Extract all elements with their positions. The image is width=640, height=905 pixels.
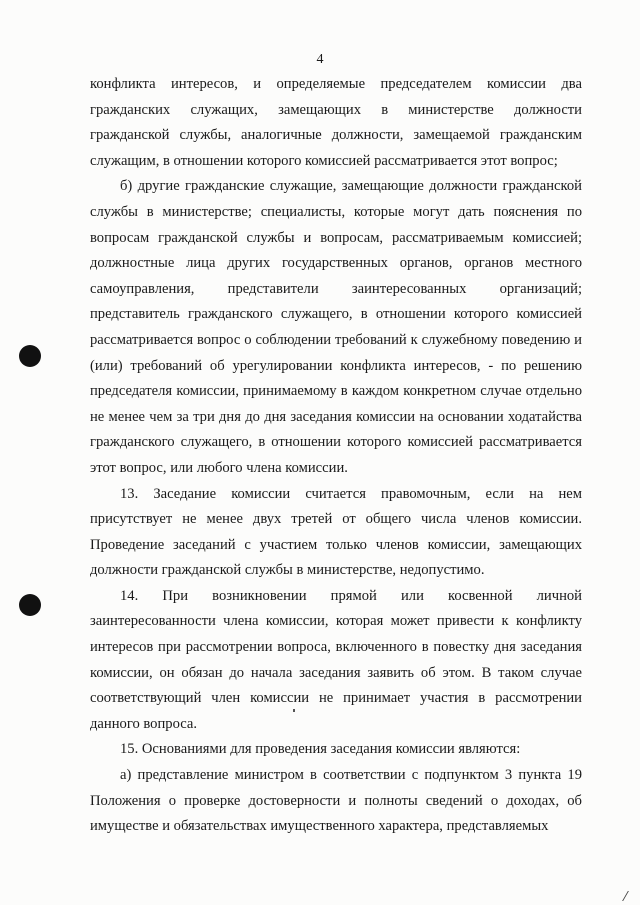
paragraph-13: 13. Заседание комиссии считается правомочным, если на нем присутствует не менее двух третей от общего числа членов комиссии. Проведение заседаний с участием только членов комиссии, замещающих должности гражданской службы в министерстве, недопустимо. <box>90 485 582 579</box>
paragraph-item-b: б) другие гражданские служащие, замещающие должности гражданской службы в министерстве; специалисты, которые могут дать пояснения по вопросам гражданской службы и вопросам, рассматриваемым комиссией; должностные лица других государственных органов, органов местного самоуправления, представители заинтересованных организаций; представитель гражданского служащего, в отношении которого комиссией рассматривается вопрос о соблюдении требований к служебному поведению и (или) требований об урегулировании конфликта интересов, - по решению председателя комиссии, принимаемому в каждом конкретном случае отдельно не менее чем за три дня до дня заседания комиссии на основании ходатайства гражданского служащего, в отношении которого комиссией рассматривается этот вопрос, или любого члена комиссии. <box>90 178 582 476</box>
page-number: 4 <box>316 52 324 67</box>
paragraph-15: 15. Основаниями для проведения заседания комиссии являются: <box>120 741 521 758</box>
paragraph-continuation: конфликта интересов, и определяемые председателем комиссии два гражданских служащих, замещающих в министерстве должности гражданской службы, аналогичные должности, замещаемой гражданским служащим, в отношении которого комиссией рассматривается этот вопрос; <box>90 76 582 169</box>
corner-scan-mark <box>622 891 637 901</box>
scan-speck <box>293 709 295 712</box>
punch-hole-lower <box>19 594 41 616</box>
paragraph-item-a: а) представление министром в соответствии с подпунктом 3 пункта 19 Положения о проверке достоверности и полноты сведений о доходах, об имуществе и обязательствах имущественного характера, представляемых <box>90 767 582 835</box>
punch-hole-upper <box>19 345 41 367</box>
paragraph-14: 14. При возникновении прямой или косвенной личной заинтересованности члена комиссии, которая может привести к конфликту интересов при рассмотрении вопроса, включенного в повестку дня заседания комиссии, он обязан до начала заседания заявить об этом. В таком случае соответствующий член комиссии не принимает участия в рассмотрении данного вопроса. <box>90 587 582 732</box>
document-body <box>90 72 582 840</box>
